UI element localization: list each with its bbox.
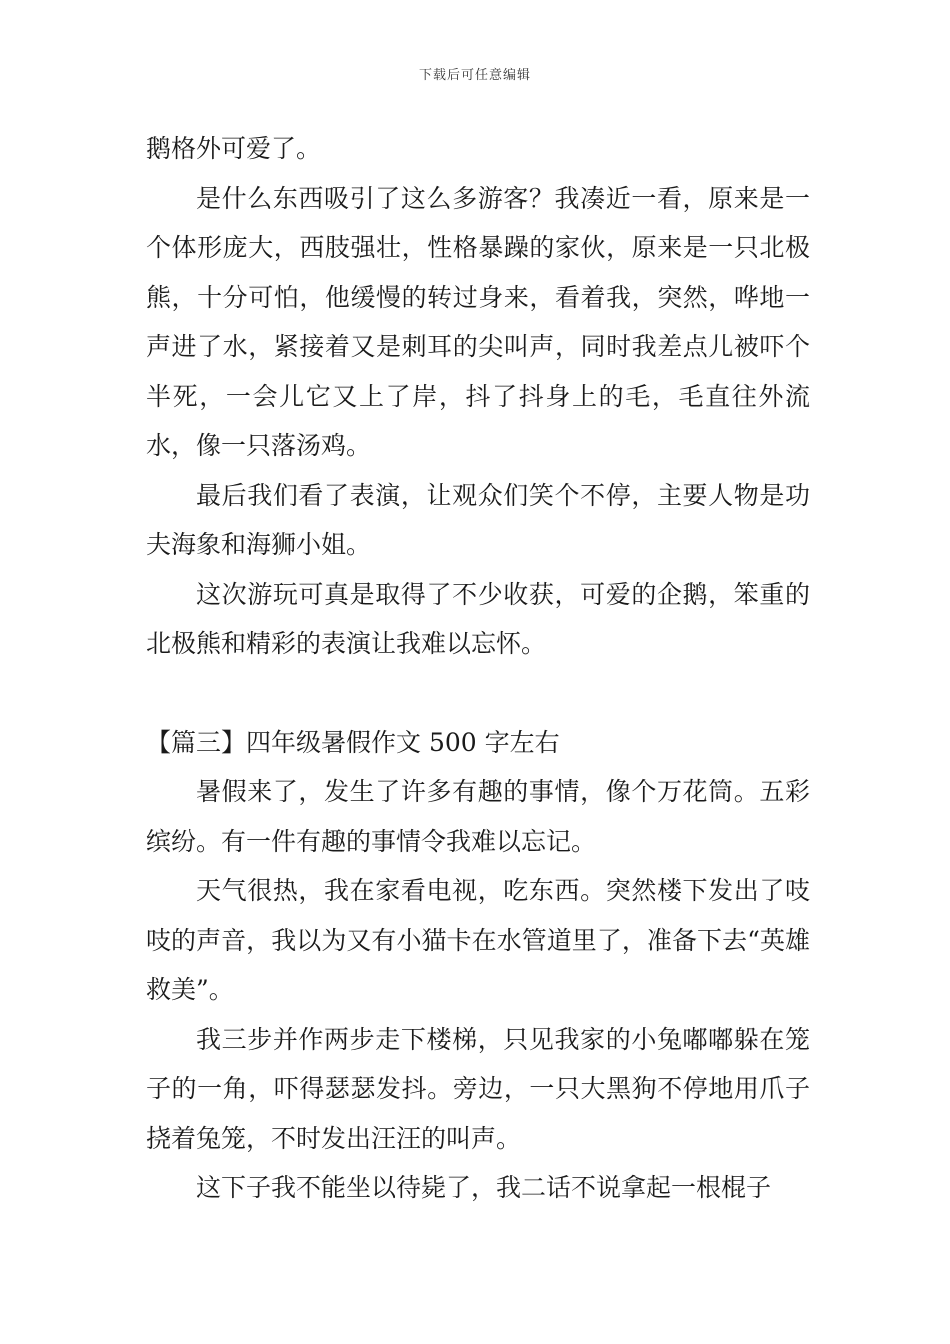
section-paragraph-2: 天气很热，我在家看电视，吃东西。突然楼下发出了吱吱的声音，我以为又有小猫卡在水管道里了，准备下去“英雄救美”。	[146, 876, 810, 1004]
section-paragraph-4: 这下子我不能坐以待毙了，我二话不说拿起一根棍子	[196, 1173, 772, 1202]
section-paragraph-3: 我三步并作两步走下楼梯，只见我家的小兔嘟嘟躲在笼子的一角，吓得瑟瑟发抖。旁边，一只大黑狗不停地用爪子挠着兔笼，不时发出汪汪的叫声。	[146, 1024, 810, 1153]
section-heading: 【篇三】四年级暑假作文 500 字左右	[146, 727, 560, 757]
section-spacer	[146, 669, 810, 718]
paragraph-3: 最后我们看了表演，让观众们笑个不停，主要人物是功夫海象和海狮小姐。	[146, 480, 810, 559]
section-paragraph-1: 暑假来了，发生了许多有趣的事情，像个万花筒。五彩缤纷。有一件有趣的事情令我难以忘记。	[146, 777, 810, 856]
document-body	[146, 124, 810, 1213]
paragraph-1: 鹅格外可爱了。	[146, 134, 322, 163]
page-header: 下载后可任意编辑	[418, 68, 531, 83]
paragraph-4: 这次游玩可真是取得了不少收获，可爱的企鹅，笨重的北极熊和精彩的表演让我难以忘怀。	[146, 579, 810, 658]
paragraph-2: 是什么东西吸引了这么多游客？我凑近一看，原来是一个体形庞大，西肢强壮，性格暴躁的家伙，原来是一只北极熊，十分可怕，他缓慢的转过身来，看着我，突然，哗地一声进了水，紧接着又是刺耳的尖叫声，同时我差点儿被吓个半死，一会儿它又上了岸，抖了抖身上的毛，毛直往外流水，像一只落汤鸡。	[146, 183, 810, 460]
